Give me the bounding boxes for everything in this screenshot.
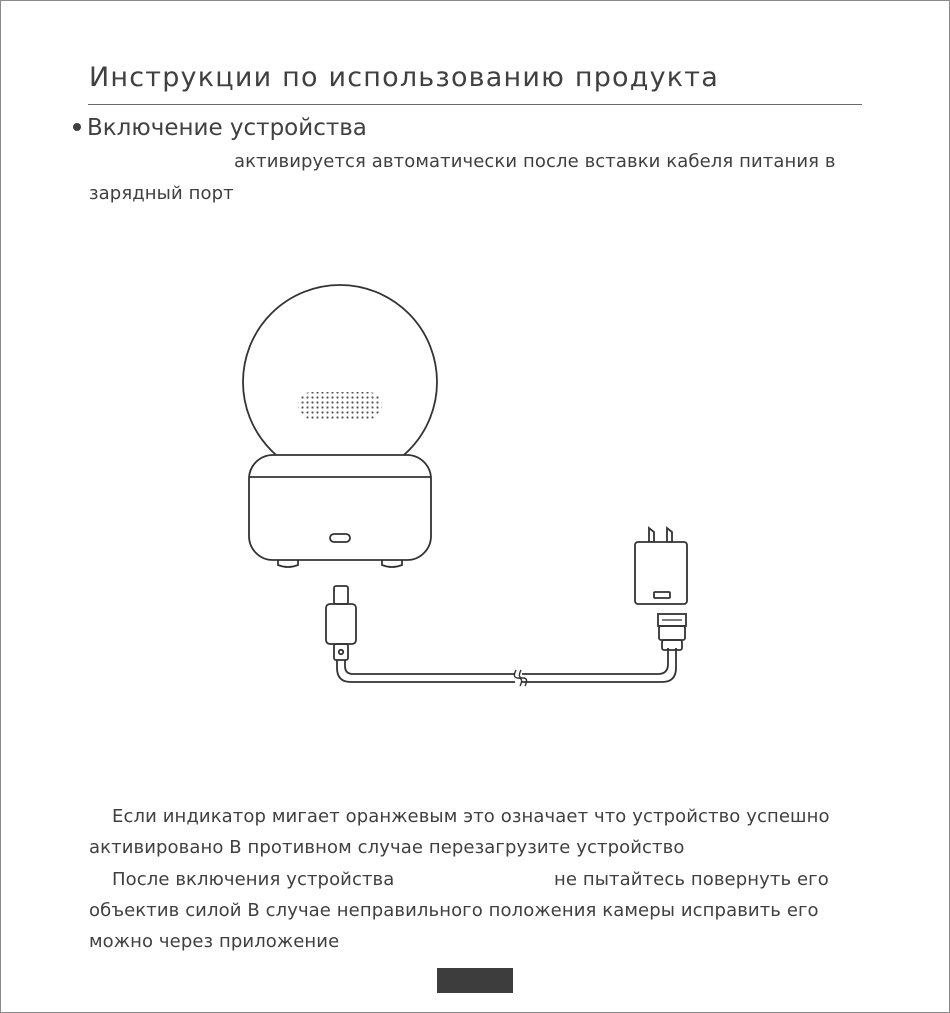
camera-speaker-grille [298, 392, 382, 419]
page-number-bar [437, 968, 513, 993]
intro-line-2: зарядный порт [89, 183, 234, 204]
section-heading-text: Включение устройства [87, 115, 367, 141]
section-heading [73, 115, 367, 141]
camera-illustration [243, 285, 437, 567]
note-line-3b: не пытайтесь повернуть его [554, 869, 829, 890]
camera-setup-illustration [230, 280, 710, 704]
bullet-icon [73, 123, 81, 131]
note-line-2: активировано В противном случае перезагрузите устройство [89, 837, 685, 858]
usb-cable-illustration [326, 586, 686, 686]
page-title: Инструкции по использованию продукта [89, 62, 719, 93]
power-adapter-illustration [635, 528, 687, 604]
note-line-3a: После включения устройства [112, 869, 395, 890]
title-divider [88, 104, 862, 105]
note-line-4: объектив силой В случае неправильного положения камеры исправить его [89, 900, 819, 921]
intro-line-1: активируется автоматически после вставки кабеля питания в [234, 151, 836, 172]
note-line-1: Если индикатор мигает оранжевым это означает что устройство успешно [112, 806, 830, 827]
note-line-5: можно через приложение [89, 931, 340, 952]
